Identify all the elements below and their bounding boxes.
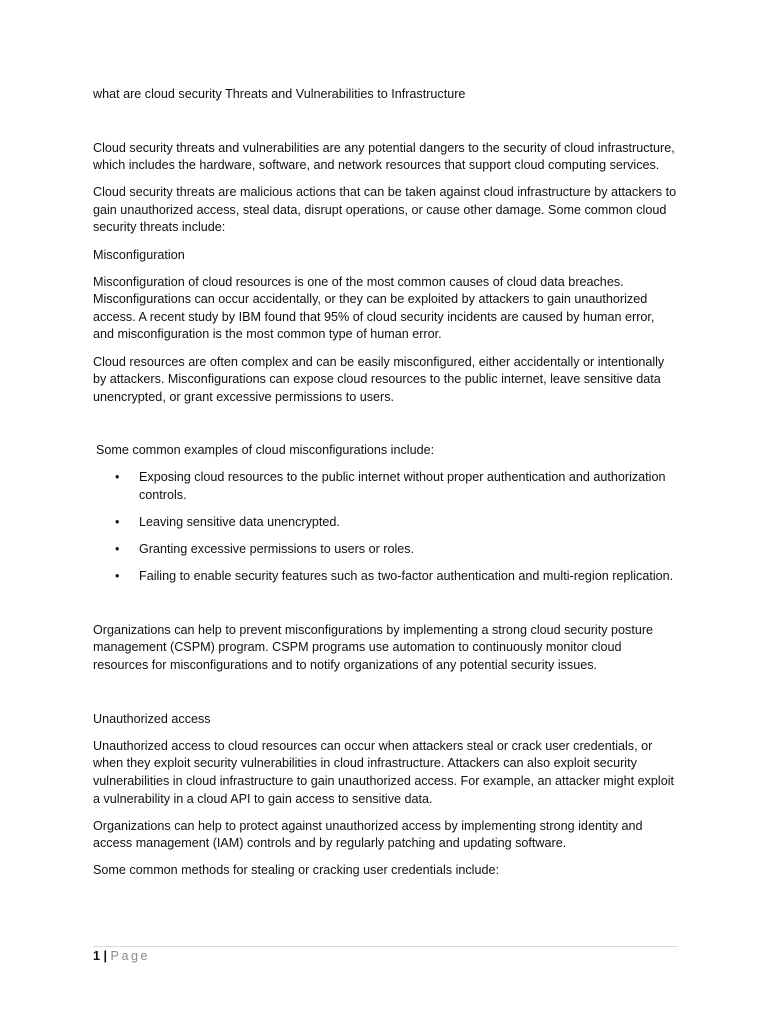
page-number: 1 — [93, 949, 101, 963]
list-item-text: Granting excessive permissions to users or roles. — [139, 542, 415, 557]
footer-divider — [93, 946, 678, 947]
bullet-icon: • — [115, 542, 120, 557]
section-heading-misconfiguration: Misconfiguration — [93, 247, 185, 262]
bullet-icon: • — [115, 569, 120, 584]
page-footer — [93, 948, 150, 965]
unauthorized-access-paragraph-2: Organizations can help to protect against unauthorized access by implementing strong identity and access management (IAM) controls and by regularly patching and updating software. — [93, 818, 643, 851]
unauthorized-access-paragraph-3: Some common methods for stealing or cracking user credentials include: — [93, 863, 499, 878]
bullet-icon: • — [115, 470, 120, 485]
misconfiguration-paragraph-2: Cloud resources are often complex and can be easily misconfigured, either accidentally or intentionally by attackers. Misconfigurations can expose cloud resources to the public internet, leave sensitive data unencrypted, or grant excessive permissions to users. — [93, 354, 665, 404]
page-label: Page — [110, 949, 150, 963]
examples-intro: Some common examples of cloud misconfigurations include: — [96, 443, 435, 458]
misconfiguration-examples-list — [93, 469, 678, 585]
list-item — [93, 541, 678, 559]
intro-paragraph-1: Cloud security threats and vulnerabilities are any potential dangers to the security of cloud infrastructure, which includes the hardware, software, and network resources that support cloud computing services. — [93, 140, 675, 173]
list-item-text: Failing to enable security features such as two-factor authentication and multi-region replication. — [139, 569, 674, 584]
list-item-text: Exposing cloud resources to the public internet without proper authentication and authorization controls. — [139, 470, 666, 502]
list-item — [93, 568, 678, 586]
footer-separator: | — [103, 949, 108, 963]
section-heading-unauthorized-access: Unauthorized access — [93, 711, 211, 726]
unauthorized-access-paragraph-1: Unauthorized access to cloud resources can occur when attackers steal or crack user credentials, or when they exploit security vulnerabilities in cloud infrastructure. Attackers can also exploit security vulnerabilities in cloud infrastructure to gain unauthorized access. For example, an attacker might exploit a vulnerability in a cloud API to gain access to sensitive data. — [93, 738, 675, 806]
list-item — [93, 469, 678, 504]
document-title: what are cloud security Threats and Vulnerabilities to Infrastructure — [93, 87, 466, 101]
intro-paragraph-2: Cloud security threats are malicious actions that can be taken against cloud infrastructure by attackers to gain unauthorized access, steal data, disrupt operations, or cause other damage. Some common cloud security threats include: — [93, 185, 677, 235]
bullet-icon: • — [115, 515, 120, 530]
list-item — [93, 514, 678, 532]
list-item-text: Leaving sensitive data unencrypted. — [139, 515, 340, 530]
misconfiguration-paragraph-1: Misconfiguration of cloud resources is one of the most common causes of cloud data breaches. Misconfigurations can occur accidentally, or they can be exploited by attackers to gain unauthorized access. A recent study by IBM found that 95% of cloud security incidents are caused by human error, and misconfiguration is the most common type of human error. — [93, 274, 655, 342]
document-body — [93, 86, 678, 889]
misconfiguration-prevention-paragraph: Organizations can help to prevent misconfigurations by implementing a strong cloud security posture management (CSPM) program. CSPM programs use automation to continuously monitor cloud resources for misconfigurations and to notify organizations of any potential security issues. — [93, 622, 654, 673]
